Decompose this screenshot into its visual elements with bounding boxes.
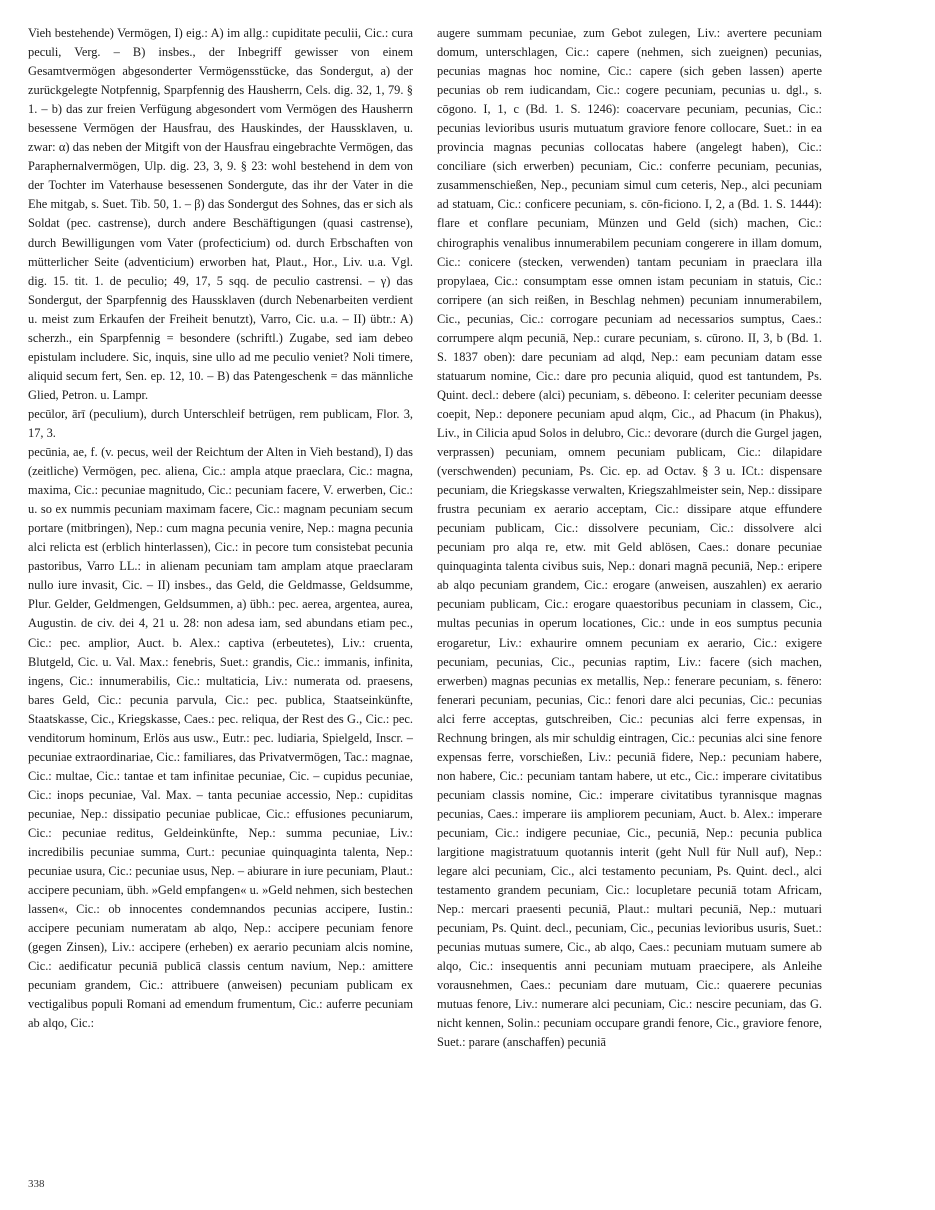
page-number: 338	[28, 1178, 45, 1190]
left-column	[28, 24, 413, 1033]
entry-peculor: pecūlor, ārī (peculium), durch Unterschleif betrügen, rem publicam, Flor. 3, 17, 3.	[28, 406, 413, 440]
entry-peculium-continued: Vieh bestehende) Vermögen, I) eig.: A) im allg.: cupiditate peculii, Cic.: cura peculi, Verg. – B) insbes., der Inbegriff gewisser von einem Gesamtvermögen abgesonderter Vermögensstücke, das Sondergut, a) der zurückgelegte Notpfennig, Sparpfennig des Hausherrn, Cels. dig. 32, 1, 79. § 1. – b) das zur freien Verfügung abgesondert vom Vermögen des Hausherrn besessene Vermögen der Hausfrau, des Hauskindes, der Haussklaven, u. zwar: α) das neben der Mitgift von der Hausfrau eingebrachte Vermögen, das Paraphernalvermögen, Ulp. dig. 23, 3, 9. § 23: wohl bestehend in dem von der Tochter im Vaterhause besessenen Sondergute, das ihr der Vater in die Ehe mitgab, s. Suet. Tib. 50, 1. – β) das Sondergut des Sohnes, das er sich als Soldat (pec. castrense), durch andere Beschäftigungen (quasi castrense), durch Bewilligungen vom Vater (profecticium) od. durch Erbschaften von mütterlicher Seite (adventicium) erworben hat, Plaut., Hor., Liv. u.a. Vgl. dig. 15. tit. 1. de peculio; 49, 17, 5 sqq. de peculio castrensi. – γ) das Sondergut, der Sparpfennig des Haussklaven (durch Nebenarbeiten verdient u. meist zum Erkaufen der Freiheit benutzt), Varro, Cic. u.a. – II) übtr.: A) scherzh., ein Sparpfennig = besondere (schriftl.) Zugabe, sed iam debeo epistulam includere. Sic, inquis, sine ullo ad me peculio veniet? Noli timere, aliquid secum fert, Sen. ep. 12, 10. – B) das Patengeschenk = das männliche Glied, Petron. u. Lampr.	[28, 26, 413, 402]
right-column	[437, 24, 822, 1053]
entry-pecunia: pecūnia, ae, f. (v. pecus, weil der Reichtum der Alten in Vieh bestand), I) das (zeitliche) Vermögen, pec. aliena, Cic.: ampla atque praeclara, Cic.: magna, maxima, Cic.: pecuniae magnitudo, Cic.: pecuniam facere, V. erwerben, Cic.: u. so ex nummis pecuniam maximam facere, Cic.: magnam pecuniam secum portare (mitbringen), Nep.: cum magna pecunia venire, Nep.: magna pecunia alci relicta est (erblich hinterlassen), Cic.: in pecore tum consistebat pecunia pastoribus, Varro LL.: in alienam pecuniam tam amplam atque praeclaram nullo iure invasit, Cic. – II) insbes., das Geld, die Geldmasse, Geldsumme, Plur. Gelder, Geldmengen, Geldsummen, a) übh.: pec. aerea, argentea, aurea, Augustin. de civ. dei 4, 21 u. 28: non adesa iam, sed abundans etiam pec., Cic.: pec. amplior, Auct. b. Alex.: captiva (erbeutetes), Liv.: cruenta, Blutgeld, Cic. u. Val. Max.: fenebris, Suet.: grandis, Cic.: immanis, infinita, ingens, Cic.: innumerabilis, Cic.: multaticia, Liv.: numerata od. praesens, bares Geld, Cic.: pecunia parvula, Cic.: pec. publica, Staatseinkünfte, Staatskasse, Cic., Kriegskasse, Caes.: pec. reliqua, der Rest des G., Cic.: pec. venditorum hominum, Erlös aus usw., Eutr.: pec. ludiaria, Spielgeld, Inscr. – pecuniae extraordinariae, Cic.: familiares, das Privatvermögen, Tac.: magnae, Cic.: multae, Cic.: tantae et tam infinitae pecuniae, Cic. – cupidus pecuniae, Cic.: inops pecuniae, Val. Max. – tanta pecuniae accessio, Nep.: cupiditas pecuniae, Nep.: dissipatio pecuniae publicae, Cic.: effusiones pecuniarum, Cic.: pecuniae reditus, Geldeinkünfte, Nep.: summa pecuniae, Liv.: incredibilis pecuniae summa, Curt.: pecuniae quinquaginta talenta, Nep.: pecuniae usura, Cic.: pecuniae usus, Nep. – abiurare in iure pecuniam, Plaut.: accipere pecuniam, übh. »Geld empfangen« u. »Geld nehmen, sich bestechen lassen«, Cic.: ob innocentes condemnandos pecunias accipere, Iustin.: accipere pecuniam numeratam ab alqo, Nep.: accipere pecuniam fenore (gegen Zinsen), Liv.: accipere (erheben) ex aerario pecuniam alcis nomine, Cic.: aedificatur pecuniā publicā classis centum navium, Nep.: amittere pecuniam grandem, Cic.: attribuere (anweisen) pecuniam publicam ex vectigalibus populi Romani ad emendum frumentum, Cic.: auferre pecuniam ab alqo, Cic.:	[28, 445, 413, 1031]
entry-pecunia-continued: augere summam pecuniae, zum Gebot zulegen, Liv.: avertere pecuniam domum, unterschlagen, Cic.: capere (nehmen, sich zueignen) pecunias, pecunias magnas hoc nomine, Cic.: capere (sich geben lassen) aperte pecunias ob rem iudicandam, Cic.: cogere pecuniam, pecunias u. dgl., s. cōgono. I, 1, c (Bd. 1. S. 1246): coacervare pecuniam, pecunias, Cic.: pecunias levioribus usuris mutuatum graviore fenore collocare, Suet.: in ea provincia magnas pecunias collocatas habere (angelegt haben), Cic.: conciliare (sich erwerben) pecuniam, Cic.: conferre pecuniam, pecunias, zusammenschießen, Nep., pecuniam simul cum ceteris, Nep., alci pecuniam ad statuam, Cic.: conficere pecuniam, s. cōn-ficiono. I, 2, a (Bd. 1. S. 1444): flare et conflare pecuniam, Münzen und Geld (sich) machen, Cic.: chirographis venalibus innumerabilem pecuniam congerere in illam domum, Cic.: conicere (stecken, verwenden) tantam pecuniam in praeclara illa propylaea, Cic.: consumptam esse omnen istam pecuniam in statuis, Cic.: corripere (an sich reißen, in Beschlag nehmen) pecuniam innumerabilem, Cic., pecunias, Cic.: corrogare pecuniam ad necessarios sumptus, Caes.: corrumpere alqm pecuniā, Nep.: curare pecuniam, s. cūrono. II, 3, b (Bd. 1. S. 1837 oben): dare pecuniam ad alqd, Nep.: eam pecuniam datam esse statuarum nomine, Cic.: dare pro pecunia aliquid, quod est tantundem, Ps. Quint. decl.: debere (alci) pecuniam, s. dēbeono. I: celeriter pecuniam deesse coepit, Nep.: deponere pecuniam apud alqm, Cic., ad Phacum (in Phakus), Liv., in Cilicia apud Solos in delubro, Cic.: devorare (durch die Gurgel jagen, verprassen) pecuniam, omnem pecuniam publicam, Cic.: dilapidare (verschwenden) pecuniam, Ps. Cic. ep. ad Octav. § 3 u. ICt.: dispensare pecuniam, die Kriegskasse verwalten, Kriegszahlmeister sein, Nep.: dissipare frustra pecuniam ex aerario acceptam, Cic.: dissipare atque effundere pecuniam publicam, Cic.: dissolvere pecuniam, Cic.: dissolvere alci pecuniam pro alqa re, etw. mit Geld ablösen, Caes.: donare pecuniae quinquaginta talenta civibus suis, Nep.: donari magnā pecuniā, Nep.: eripere ab alqo pecuniam grandem, Cic.: erogare (anweisen, auszahlen) ex aerario pecuniam publicam, Cic.: erogare quaestoribus pecuniam in classem, Cic., multas pecunias in operum locationes, Cic.: unde in eos sumptus pecunia erogaretur, Liv.: exhaurire omnem pecuniam ex aerario, Cic.: exigere pecuniam, pecunias, Cic., pecunias raptim, Liv.: facere (sich machen, erwerben) magnas pecunias ex metallis, Nep.: fenerare pecuniam, s. fēnero: fenerari pecuniam, pecunias, Cic.: fenori dare alci pecunias, Cic.: pecunias alci ferre acceptas, gutschreiben, Cic.: pecunias alci ferre expensas, in Rechnung bringen, als mir schuldig eintragen, Cic.: pecunias alci sine fenore expensas ferre, vorschießen, Liv.: pecuniā fidere, Nep.: pecuniam habere, non habere, Cic.: pecuniam tantam habere, ut etc., Cic.: imperare civitatibus pecuniam classis nomine, Cic.: imperare civitatibus tyrannisque magnas pecunias, Caes.: imperare iis ampliorem pecuniam, Auct. b. Alex.: imperare pecuniam, Cic.: indigere pecuniae, Cic., pecuniā, Nep.: pecunia publica largitione magistratuum quotannis interit (geht Null für Null auf), Nep.: legare alci pecuniam, Cic., alci testamento pecuniam, Ps. Quint. decl., alci testamento grandem pecuniam, Cic.: locupletare pecuniā totam Africam, Nep.: mercari praesenti pecuniā, Plaut.: multari pecuniā, Nep.: mutuari pecuniam, Ps. Quint. decl., pecuniam, Cic., pecunias levioribus usuris, Suet.: pecunias mutuas sumere, Cic., ab alqo, Caes.: pecuniam mutuam sumere ab alqo, Cic.: insequentis anni pecuniam mutuam praecipere, als Anleihe vorausnehmen, Caes.: pecuniam dare mutuam, Cic.: quaerere pecunias mutuas fenore, Liv.: numerare alci pecuniam, Cic.: nescire pecuniam, das G. nicht kennen, Solin.: pecuniam occupare grandi fenore, Cic., graviore fenore, Suet.: parare (anschaffen) pecuniā	[437, 26, 822, 1050]
